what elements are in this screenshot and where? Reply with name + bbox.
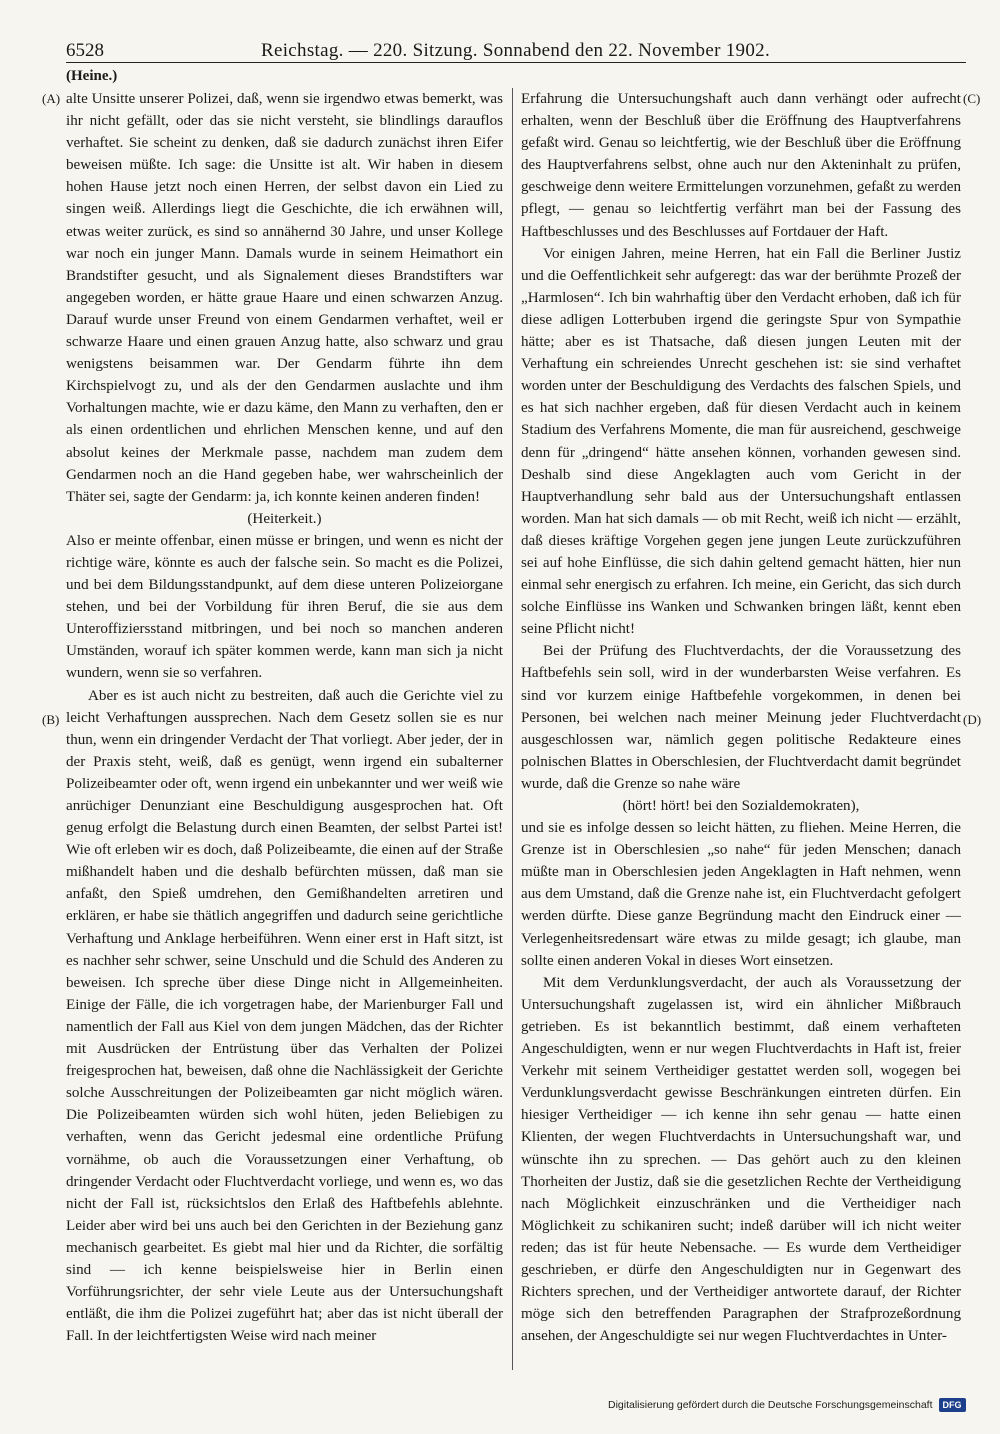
left-paragraph-1: alte Unsitte unserer Polizei, daß, wenn sie irgendwo etwas bemerkt, was ihr nicht gefällt, oder das sie nicht versteht, sie blindlings darauflos verhaftet. Sie scheint zu denken, daß sie dadurch zunächst ihren Eifer beweisen müßte. Ich sage: die Unsitte ist alt. Wir haben in diesem hohen Hause jetzt noch einen Herren, der selbst davon ein Lied zu singen weiß. Allerdings liegt die Geschichte, die ich erwähnen will, etwas weiter zurück, es sind so annähernd 30 Jahre, und unser Kollege war noch ein junger Mann. Damals wurde in seinem Heimathort ein Brandstifter gesucht, und als Signalement dieses Brandstifters war angegeben worden, er hätte graue Haare und einen schwarzen Anzug. Darauf wurde unser Freund von einem Gendarmen verhaftet, weil er schwarze Haare und einen grauen Anzug hatte, also schwarz und grau wenigstens beisammen war. Der Gendarm führte ihn dem Kirchspielvogt zu, und als der den Gendarmen auslachte und ihm Vorhaltungen machte, wie er dazu käme, den Mann zu verhaften, den er als einen ordentlichen und ehrlichen Menschen kenne, und auf den absolut keines der Merkmale passe, nachdem man zudem dem Gendarmen noch an die Hand gegeben habe, wer wahrscheinlich der Thäter sei, sagte der Gendarm: ja, ich konnte keinen anderen finden!	[66, 91, 503, 505]
interjection-remark: (hört! hört! bei den Sozialdemokraten),	[622, 798, 860, 814]
right-paragraph-2: Vor einigen Jahren, meine Herren, hat ein Fall die Berliner Justiz und die Oeffentlichkeit sehr aufgeregt: das war der berühmte Prozeß der „Harmlosen“. Ich bin wahrhaftig über den Verdacht erhoben, daß ich für diese adligen Lotterbuben irgend die geringste Spur von Sympathie hätte; aber es ist Thatsache, daß diesen jungen Leuten mit der Verhaftung ein schreiendes Unrecht geschehen ist: sie sind verhaftet worden unter der Beschuldigung des Verdachts des falschen Spiels, und es hat sich nachher ergeben, daß für diesen Verdacht auch in keinem Stadium des Verfahrens Momente, die man für ausreichend, geschweige denn für „dringend“ hätte ansehen können, vorhanden gewesen sind. Deshalb sind diese Angeklagten auch vom Gericht in der Hauptverhandlung sehr bald aus der Untersuchungshaft entlassen worden. Man hat sich damals — ob mit Recht, weiß ich nicht — erzählt, daß dieses kräftige Vorgehen gegen jene jungen Leute zurückzuführen sei auf hohe Einflüsse, die sich dahin geltend gemacht hätten, hier nun einmal sehr energisch zu erfahren. Ich meine, ein Gericht, das sich durch solche Einflüsse ins Wanken und Schwanken bringen läßt, kennt eben seine Pflicht nicht!	[521, 245, 961, 638]
page-header-title: Reichstag. — 220. Sitzung. Sonnabend den 22. November 1902.	[261, 40, 770, 61]
margin-mark-d: (D)	[963, 712, 982, 727]
margin-mark-b: (B)	[42, 712, 60, 727]
footer-credit: Digitalisierung gefördert durch die Deutsche Forschungsgemeinschaft	[608, 1399, 933, 1411]
left-paragraph-3: Aber es ist auch nicht zu bestreiten, daß auch die Gerichte viel zu leicht Verhaftungen aussprechen. Nach dem Gesetz sollen sie es nur thun, wenn ein dringender Verdacht der That vorliegt. Aber jeder, der in der Praxis steht, weiß, daß es genügt, wenn irgend ein subalterner Polizeibeamter oder oft, wenn irgend ein unbekannter und wer weiß wie anrüchiger Denunziant eine Beschuldigung ausgesprochen hat. Oft genug erfolgt die Belastung durch einen Beamten, der selbst Partei ist! Wie oft erleben wir es doch, daß Polizeibeamte, die einen auf der Straße mißhandelt haben und die deshalb befürchten müssen, daß man sie anfaßt, den Spieß umdrehen, den Gemißhandelten arretiren und erklären, er habe sie thätlich angegriffen und dadurch seine gerichtliche Verhaftung und Anklage herbeiführen. Wenn einer erst in Haft sitzt, ist es nachher sehr schwer, seine Unschuld und die Schuld des Anderen zu beweisen. Ich spreche über diese Dinge nicht in Allgemeinheiten. Einige der Fälle, die ich vorgetragen habe, der Marienburger Fall und namentlich der Fall aus Kiel von dem jungen Mädchen, das der Richter mit Ausdrücken der Entrüstung über das Verhalten der Polizei freigesprochen hat, beweisen, daß ohne die Nachlässigkeit der Gerichte solche Ausschreitungen der Polizeibeamten gar nicht möglich wären. Die Polizeibeamten würden sich wohl hüten, jeden Beliebigen zu verhaften, wenn das Gericht jedesmal eine ordentliche Prüfung vornähme, ob auch die Voraussetzungen einer Verhaftung, ob dringender Verdacht oder Fluchtverdacht vorliege, und wenn es, wo das nicht der Fall ist, rücksichtslos den Erlaß des Haftbefehls ablehnte. Leider aber wird bei uns auch bei den Gerichten in der Beziehung ganz mechanisch gearbeitet. Es giebt mal hier und da Richter, die sorfältig sind — ich kenne beispielsweise hier in Berlin einen Vorführungsrichter, der sehr viele Leute aus der Untersuchungshaft entläßt, die ihm die Polizei zugeführt hat; aber das ist nicht überall der Fall. In der leichtfertigsten Weise wird nach meiner	[66, 687, 503, 1345]
page-number: 6528	[66, 40, 104, 61]
speaker-name: (Heine.)	[66, 68, 118, 84]
heiterkeit-remark: (Heiterkeit.)	[247, 510, 322, 527]
column-divider	[512, 88, 513, 1370]
page-header	[66, 40, 966, 63]
right-paragraph-4: und sie es infolge dessen so leicht hätten, zu fliehen. Meine Herren, die Grenze ist in Oberschlesien „so nahe“ für jeden Menschen; danach müßte man in Oberschlesien jeden Angeklagten in Haft nehmen, wenn aus dem Umstand, daß die Grenze nahe ist, ein Fluchtverdacht gefolgert werden dürfte. Diese ganze Begründung macht den Eindruck einer — Verlegenheitsredensart wäre etwas zu milde gesagt; ich glaube, man sollte einen anderen Vokal in dieses Wort einsetzen.	[521, 820, 961, 969]
left-column	[66, 88, 503, 1374]
margin-mark-a: (A)	[42, 91, 61, 106]
dfg-logo-icon: DFG	[939, 1398, 966, 1412]
footer	[608, 1396, 966, 1414]
margin-mark-c: (C)	[963, 91, 981, 106]
right-paragraph-1: Erfahrung die Untersuchungshaft auch dann verhängt oder aufrecht erhalten, wenn der Beschluß über die Eröffnung des Hauptverfahrens gefaßt wird. Genau so leichtfertig, wie der Beschluß über die Eröffnung des Hauptverfahrens selbst, ohne auch nur den Akteninhalt zu prüfen, geschweige denn weitere Ermittelungen vorzunehmen, gefaßt zu werden pflegt, — genau so leichtfertig verfährt man bei der Fassung des Haftbeschlusses und des Beschlusses auf Fortdauer der Haft.	[521, 91, 961, 240]
left-paragraph-2: Also er meinte offenbar, einen müsse er bringen, und wenn es nicht der richtige wäre, könnte es auch der falsche sein. So macht es die Polizei, und bei dem Bildungsstandpunkt, auf dem diese unteren Polizeiorgane stehen, und bei der Vorbildung für ihren Beruf, die sie aus dem Unteroffiziersstand mitbringen, und bei noch so manchen anderen Umständen, worauf ich später kommen werde, kann man sich ja nicht wundern, wenn sie so verfahren.	[66, 532, 503, 682]
right-paragraph-3: Bei der Prüfung des Fluchtverdachts, der die Voraussetzung des Haftbefehls sein soll, wird in der wunderbarsten Weise verfahren. Es sind vor kurzem einige Haftbefehle vorgekommen, in denen bei Personen, bei welchen nach meiner Meinung jeder Fluchtverdacht ausgeschlossen war, nämlich gegen politische Redakteure eines polnischen Blattes in Oberschlesien, der Fluchtverdacht damit begründet wurde, daß die Grenze so nahe wäre	[521, 643, 961, 792]
right-column	[521, 88, 961, 1374]
right-paragraph-5: Mit dem Verdunklungsverdacht, der auch als Voraussetzung der Untersuchungshaft zugelassen ist, wird ein ähnlicher Mißbrauch getrieben. Es ist bekanntlich bestimmt, daß einem verhafteten Angeschuldigten, wenn er nur wegen Fluchtverdachts in Haft ist, freier Verkehr mit seinem Vertheidiger gestattet werden soll, wogegen bei Verdunklungsverdacht gewisse Beschränkungen eintreten dürfen. Ein hiesiger Vertheidiger — ich kenne ihn sehr genau — hatte einen Klienten, der wegen Fluchtverdachts in Untersuchungshaft war, und wünschte ihn zu sprechen. — Das gehört auch zu den kleinen Thorheiten der Justiz, daß sie die gesetzlichen Rechte der Vertheidigung nach Möglichkeit einzuschränken und die Vertheidiger nach Möglichkeit zu schikaniren sucht; indeß darüber will ich nicht weiter reden; das ist für heute Nebensache. — Es wurde dem Vertheidiger geschrieben, er dürfe den Angeschuldigten nur in Gegenwart des Richters sprechen, und der Vertheidiger antwortete darauf, der Richter möge sich den betreffenden Paragraphen der Strafprozeßordnung ansehen, der Angeschuldigte sei nur wegen Fluchtverdachtes in Unter-	[521, 974, 961, 1345]
